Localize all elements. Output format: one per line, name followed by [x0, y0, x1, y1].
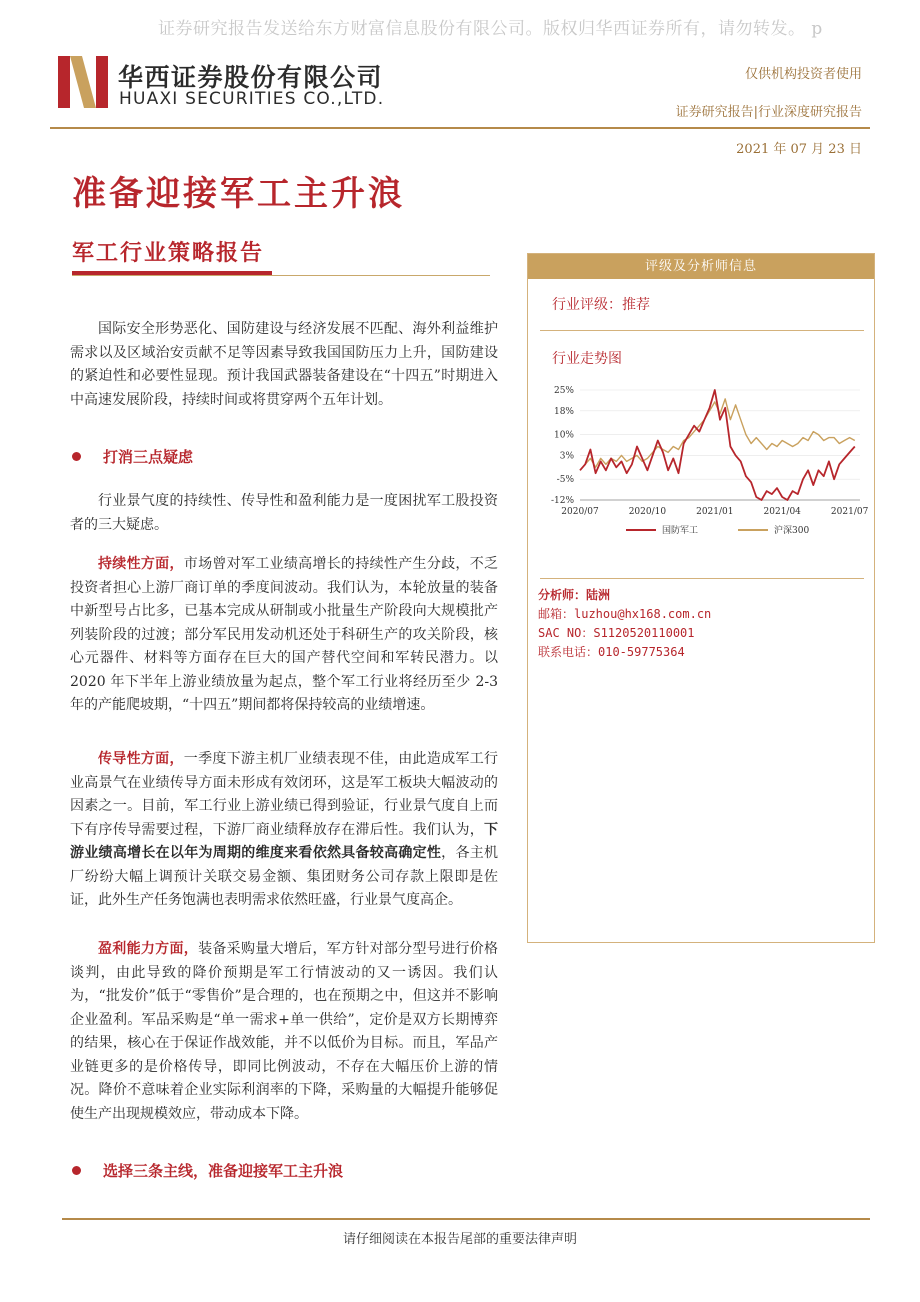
- profitability-label: 盈利能力方面，: [98, 941, 199, 957]
- panel-header: 评级及分析师信息: [528, 254, 874, 279]
- legal-notice: 请仔细阅读在本报告尾部的重要法律声明: [342, 1232, 577, 1247]
- analyst-email: 邮箱：luzhou@hx168.com.cn: [538, 607, 712, 621]
- section-heading-mainlines: 选择三条主线，准备迎接军工主升浪: [72, 1160, 343, 1181]
- series-line-defense: [580, 390, 855, 500]
- x-tick-label: 2020/10: [628, 507, 667, 517]
- y-tick-label: -12%: [550, 496, 574, 506]
- y-tick-label: 18%: [553, 406, 574, 417]
- audience-note: 仅供机构投资者使用: [744, 67, 862, 82]
- company-logo-icon: [58, 56, 108, 108]
- continuity-label: 持续性方面，: [98, 556, 184, 572]
- x-tick-label: 2021/01: [696, 507, 734, 517]
- x-tick-label: 2021/07: [830, 507, 869, 517]
- transmission-label: 传导性方面，: [98, 751, 184, 767]
- section-heading-doubts: 打消三点疑虑: [72, 446, 193, 467]
- footer-divider: [62, 1218, 870, 1220]
- profitability-paragraph: 盈利能力方面，装备采购量大增后，军方针对部分型号进行价格谈判，由此导致的降价预期是军工行情波动的又一诱因。我们认为，“批发价”低于“零售价”是合理的，也在预期之中，但这并不影响企业盈利。军品采购是“单一需求+单一供给”，定价是双方长期博弈的结果，核心在于保证作战效能，并不以低价为目标。而且，军品产业链更多的是价格传导，即同比例波动，不存在大幅压价上游的情况。降价不意味着企业实际利润率的下降，采购量的大幅提升能够促使生产出现规模效应，带动成本下降。: [70, 941, 499, 1122]
- report-type: 证券研究报告|行业深度研究报告: [675, 105, 862, 120]
- bullet-icon: [72, 452, 81, 461]
- bullet-icon: [72, 1166, 81, 1175]
- company-name-en: HUAXI SECURITIES CO.,LTD.: [119, 89, 385, 109]
- report-date: 2021 年 07 月 23 日: [736, 142, 862, 157]
- intro-paragraph: 国际安全形势恶化、国防建设与经济发展不匹配、海外利益维护需求以及区域治安贡献不足等因素导致我国国防压力上升，国防建设的紧迫性和必要性显现。预计我国武器装备建设在“十四五”时期进入中高速发展阶段，持续时间或将贯穿两个五年计划。: [70, 321, 498, 408]
- rating-value: 推荐: [622, 297, 650, 313]
- continuity-paragraph: 持续性方面，市场曾对军工业绩高增长的持续性产生分歧，不乏投资者担心上游厂商订单的季度间波动。我们认为，本轮放量的装备中新型号占比多，已基本完成从研制或小批量生产阶段向大规模批产列装阶段的过渡；部分军民用发动机还处于科研生产的攻关阶段，核心元器件、材料等方面存在巨大的国产替代空间和军转民潜力。以 2020 年下半年上游业绩放量为起点，整个军工行业将经历至少 2-3 年的产能爬坡期，“十四五”期间都将保持较高的业绩增速。: [70, 556, 499, 713]
- trend-chart-title: 行业走势图: [552, 351, 622, 367]
- legend-label: 国防军工: [662, 526, 699, 536]
- section1-lead: 行业景气度的持续性、传导性和盈利能力是一度困扰军工股投资者的三大疑虑。: [70, 493, 498, 533]
- legend-label: 沪深300: [774, 526, 810, 536]
- y-tick-label: -5%: [556, 475, 574, 486]
- report-title: 准备迎接军工主升浪: [72, 174, 405, 214]
- x-tick-label: 2020/07: [561, 507, 599, 517]
- analyst-name: 分析师：陆洲: [538, 588, 611, 602]
- company-name-cn: 华西证券股份有限公司: [118, 63, 384, 92]
- subtitle-rule: [72, 275, 490, 276]
- watermark: 证券研究报告发送给东方财富信息股份有限公司。版权归华西证券所有，请勿转发。 p: [158, 19, 823, 39]
- y-tick-label: 10%: [553, 430, 574, 441]
- rating-analyst-panel: [527, 253, 875, 943]
- trend-chart: [534, 382, 870, 552]
- analyst-sac: SAC NO：S1120520110001: [538, 626, 695, 640]
- industry-rating: 行业评级：推荐: [552, 297, 650, 313]
- analyst-phone: 联系电话：010-59775364: [538, 645, 685, 659]
- header-divider: [50, 127, 870, 129]
- report-subtitle: 军工行业策略报告: [72, 240, 265, 266]
- y-tick-label: 3%: [559, 451, 574, 462]
- y-tick-label: 25%: [553, 386, 574, 396]
- panel-divider: [540, 578, 864, 579]
- x-tick-label: 2021/04: [763, 507, 801, 517]
- transmission-paragraph: 传导性方面，一季度下游主机厂业绩表现不佳，由此造成军工行业高景气在业绩传导方面未形成有效闭环，这是军工板块大幅波动的因素之一。目前，军工行业上游业绩已得到验证，行业景气度自上而下有序传导需要过程，下游厂商业绩释放存在滞后性。我们认为，下游业绩高增长在以年为周期的维度来看依然具备较高确定性，各主机厂纷纷大幅上调预计关联交易金额、集团财务公司存款上限即是佐证，此外生产任务饱满也表明需求依然旺盛，行业景气度高企。: [70, 751, 499, 908]
- transmission-key-point: 下游业绩高增长在以年为周期的维度来看依然具备较高确定性: [70, 821, 498, 861]
- panel-divider: [540, 330, 864, 331]
